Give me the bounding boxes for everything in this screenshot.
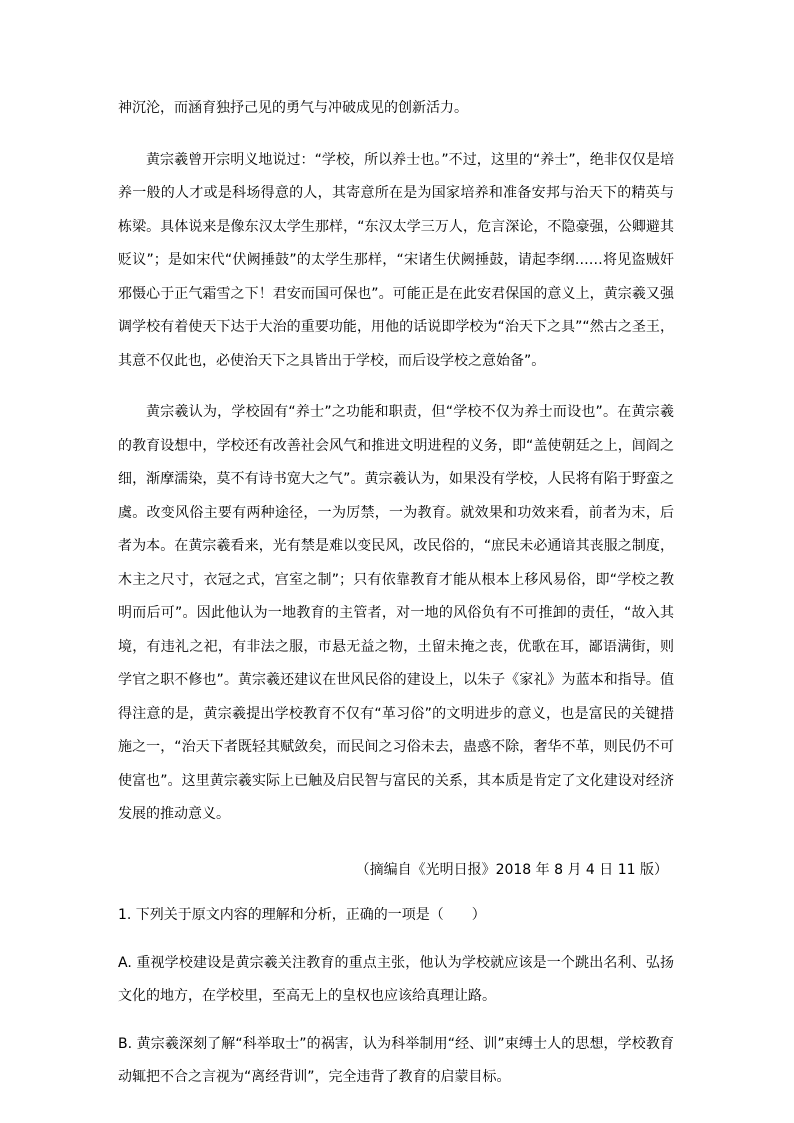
question-stem: 1. 下列关于原文内容的理解和分析，正确的一项是（ ） bbox=[118, 907, 486, 923]
option-b: B. 黄宗羲深刻了解“科举取士”的祸害，认为科举制用“经、训”束缚士人的思想，学校教育动辄把不合之言视为“离经背训”，完全违背了教育的启蒙目标。 bbox=[118, 1035, 674, 1085]
paragraph-continuation: 神沉沦，而涵育独抒己见的勇气与冲破成见的创新活力。 bbox=[118, 100, 468, 116]
paragraph-yangshi: 黄宗羲曾开宗明义地说过：“学校，所以养士也。”不过，这里的“养士”，绝非仅仅是培养一般的人才或是科场得意的人，其寄意所在是为国家培养和准备安邦与治天下的精英与栋梁。具体说来是像东汉太学生那样，“东汉太学三万人，危言深论，不隐豪强，公卿避其贬议”；是如宋代“伏阙捶鼓”的太学生那样，“宋诸生伏阙捶鼓，请起李纲……将见盗贼奸邪慑心于正气霜雪之下！君安而国可保也”。可能正是在此安君保国的意义上，黄宗羲又强调学校有着使天下达于大治的重要功能，用他的话说即学校为“治天下之具”“然古之圣王，其意不仅此也，必使治天下之具皆出于学校，而后设学校之意始备”。 bbox=[118, 151, 674, 369]
source-citation: （摘编自《光明日报》2018 年 8 月 4 日 11 版） bbox=[355, 861, 668, 878]
document-page bbox=[118, 92, 674, 1095]
paragraph-customs: 黄宗羲认为，学校固有“养士”之功能和职责，但“学校不仅为养士而设也”。在黄宗羲的教育设想中，学校还有改善社会风气和推进文明进程的义务，即“盖使朝廷之上，闾阎之细，渐摩濡染，莫不有诗书宽大之气”。黄宗羲认为，如果没有学校，人民将有陷于野蛮之虞。改变风俗主要有两种途径，一为厉禁，一为教育。就效果和功效来看，前者为末，后者为本。在黄宗羲看来，光有禁是难以变民风，改民俗的，“庶民未必通谙其丧服之制度，木主之尺寸，衣冠之式，宫室之制”；只有依靠教育才能从根本上移风易俗，即“学校之教明而后可”。因此他认为一地教育的主管者，对一地的风俗负有不可推卸的责任，“故入其境，有违礼之祀，有非法之服，市悬无益之物，土留未掩之丧，优歌在耳，鄙语满街，则学官之职不修也”。黄宗羲还建议在世风民俗的建设上，以朱子《家礼》为蓝本和指导。值得注意的是，黄宗羲提出学校教育不仅有“革习俗”的文明进步的意义，也是富民的关键措施之一，“治天下者既轻其赋敛矣，而民间之习俗未去，蛊惑不除，奢华不革，则民仍不可使富也”。这里黄宗羲实际上已触及启民智与富民的关系，其本质是肯定了文化建设对经济发展的推动意义。 bbox=[118, 404, 674, 822]
option-a: A. 重视学校建设是黄宗羲关注教育的重点主张，他认为学校就应该是一个跳出名利、弘扬文化的地方，在学校里，至高无上的皇权也应该给真理让路。 bbox=[118, 954, 674, 1004]
